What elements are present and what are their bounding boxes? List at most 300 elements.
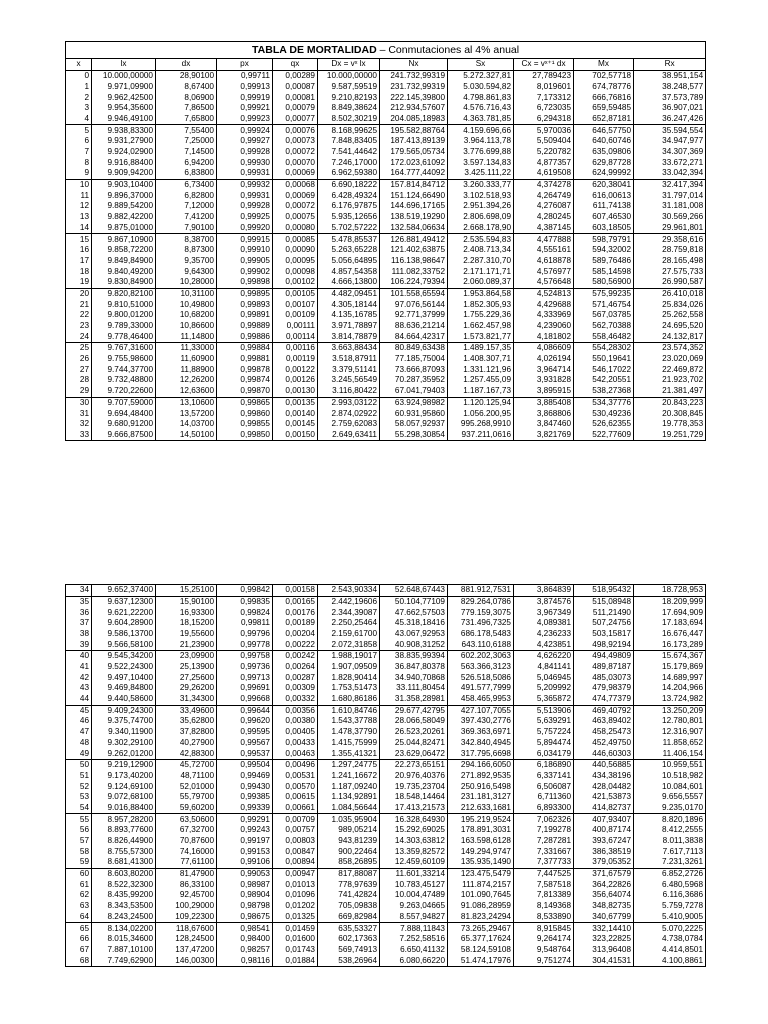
value-cell: 479,98379: [574, 683, 634, 694]
value-cell: 2.171.171,71: [448, 266, 514, 277]
value-cell: 28.165,498: [634, 256, 706, 267]
value-cell: 4,576977: [514, 266, 574, 277]
value-cell: 4.798.861,83: [448, 92, 514, 103]
value-cell: 9.903,10400: [92, 179, 156, 190]
value-cell: 36.247,426: [634, 114, 706, 125]
value-cell: 63,50600: [156, 814, 217, 825]
table-row: [66, 114, 706, 125]
value-cell: 6,83800: [156, 168, 217, 179]
value-cell: 23,09900: [156, 651, 217, 662]
value-cell: 0,00264: [273, 662, 318, 673]
value-cell: 8.849,38624: [318, 103, 380, 114]
value-cell: 674,78776: [574, 82, 634, 93]
value-cell: 515,08948: [574, 596, 634, 607]
value-cell: 881.912,7531: [448, 585, 514, 597]
value-cell: 995.268,9910: [448, 419, 514, 430]
value-cell: 458.465,9953: [448, 694, 514, 705]
value-cell: 0,99910: [217, 245, 273, 256]
value-cell: 91.086,28959: [448, 901, 514, 912]
value-cell: 594,32002: [574, 245, 634, 256]
value-cell: 0,00287: [273, 673, 318, 684]
table-row: [66, 738, 706, 749]
value-cell: 10,49800: [156, 299, 217, 310]
value-cell: 8.015,34600: [92, 934, 156, 945]
value-cell: 0,01459: [273, 923, 318, 934]
value-cell: 15.674,367: [634, 651, 706, 662]
value-cell: 151.124,66490: [380, 191, 448, 202]
value-cell: 666,76816: [574, 92, 634, 103]
table-row: [66, 727, 706, 738]
value-cell: 0,99860: [217, 408, 273, 419]
value-cell: 0,99902: [217, 266, 273, 277]
value-cell: 14,50100: [156, 430, 217, 441]
value-cell: 9.840,49200: [92, 266, 156, 277]
value-cell: 407,93407: [574, 814, 634, 825]
value-cell: 4,086609: [514, 343, 574, 354]
value-cell: 369.363,6971: [448, 727, 514, 738]
value-cell: 34.940,70868: [380, 673, 448, 684]
value-cell: 0,99711: [217, 71, 273, 82]
column-header: dx: [156, 59, 217, 71]
value-cell: 45.318,18416: [380, 618, 448, 629]
value-cell: 4,276087: [514, 201, 574, 212]
age-cell: 21: [66, 299, 92, 310]
age-cell: 63: [66, 901, 92, 912]
value-cell: 0,99668: [217, 694, 273, 705]
value-cell: 534,37776: [574, 397, 634, 408]
value-cell: 364,22826: [574, 880, 634, 891]
value-cell: 602.202,3063: [448, 651, 514, 662]
table-row: [66, 212, 706, 223]
value-cell: 10.000,00000: [92, 71, 156, 82]
value-cell: 22.469,872: [634, 365, 706, 376]
value-cell: 9.732,48800: [92, 375, 156, 386]
value-cell: 0,00204: [273, 629, 318, 640]
value-cell: 0,99430: [217, 781, 273, 792]
value-cell: 9.820,82100: [92, 288, 156, 299]
value-cell: 8,149368: [514, 901, 574, 912]
value-cell: 5,220782: [514, 147, 574, 158]
value-cell: 18,15200: [156, 618, 217, 629]
value-cell: 35.594,554: [634, 125, 706, 136]
table-row: [66, 868, 706, 879]
value-cell: 3,821769: [514, 430, 574, 441]
value-cell: 118,67600: [156, 923, 217, 934]
value-cell: 164.777,44092: [380, 168, 448, 179]
value-cell: 386,38519: [574, 847, 634, 858]
column-header: Cx = vˣ⁺¹ dx: [514, 59, 574, 71]
column-header: x: [66, 59, 92, 71]
column-header: Nx: [380, 59, 448, 71]
table-row: [66, 857, 706, 868]
value-cell: 8,38700: [156, 234, 217, 245]
value-cell: 1.297,24775: [318, 760, 380, 771]
value-cell: 0,99898: [217, 277, 273, 288]
value-cell: 580,56900: [574, 277, 634, 288]
value-cell: 34.307,369: [634, 147, 706, 158]
value-cell: 2.060.089,37: [448, 277, 514, 288]
value-cell: 0,01202: [273, 901, 318, 912]
table-row: [66, 673, 706, 684]
value-cell: 0,00075: [273, 212, 318, 223]
table-row: [66, 825, 706, 836]
value-cell: 60.931,95860: [380, 408, 448, 419]
value-cell: 5.056,64895: [318, 256, 380, 267]
value-cell: 0,99850: [217, 430, 273, 441]
age-cell: 12: [66, 201, 92, 212]
value-cell: 0,99931: [217, 191, 273, 202]
value-cell: 58.057,92937: [380, 419, 448, 430]
value-cell: 9.875,01000: [92, 223, 156, 234]
value-cell: 137,47200: [156, 945, 217, 956]
value-cell: 15.179,869: [634, 662, 706, 673]
value-cell: 70,87600: [156, 836, 217, 847]
value-cell: 74,16000: [156, 847, 217, 858]
value-cell: 4,877357: [514, 158, 574, 169]
value-cell: 15.292,69025: [380, 825, 448, 836]
value-cell: 0,00114: [273, 332, 318, 343]
value-cell: 6.962,59380: [318, 168, 380, 179]
value-cell: 10.518,982: [634, 771, 706, 782]
value-cell: 4,619508: [514, 168, 574, 179]
value-cell: 146,00300: [156, 955, 217, 966]
age-cell: 60: [66, 868, 92, 879]
table-row: [66, 277, 706, 288]
value-cell: 0,00847: [273, 847, 318, 858]
table-row: [66, 147, 706, 158]
table-body-part-2: [66, 585, 706, 967]
value-cell: 187.413,89139: [380, 136, 448, 147]
value-cell: 0,99927: [217, 136, 273, 147]
value-cell: 2.993,03122: [318, 397, 380, 408]
age-cell: 57: [66, 836, 92, 847]
value-cell: 9.931,27900: [92, 136, 156, 147]
value-cell: 463,89402: [574, 716, 634, 727]
value-cell: 10.084,601: [634, 781, 706, 792]
value-cell: 0,00073: [273, 136, 318, 147]
value-cell: 2.442,19606: [318, 596, 380, 607]
value-cell: 2.806.698,09: [448, 212, 514, 223]
value-cell: 0,00102: [273, 277, 318, 288]
value-cell: 4,477888: [514, 234, 574, 245]
value-cell: 452,49750: [574, 738, 634, 749]
table-row: [66, 299, 706, 310]
value-cell: 88.636,21214: [380, 321, 448, 332]
value-cell: 9.694,48400: [92, 408, 156, 419]
value-cell: 2.874,02922: [318, 408, 380, 419]
value-cell: 0,99924: [217, 125, 273, 136]
value-cell: 3,964714: [514, 365, 574, 376]
age-cell: 25: [66, 343, 92, 354]
value-cell: 92,45700: [156, 890, 217, 901]
value-cell: 9.219,12900: [92, 760, 156, 771]
value-cell: 9.849,84900: [92, 256, 156, 267]
value-cell: 0,00165: [273, 596, 318, 607]
value-cell: 400,87174: [574, 825, 634, 836]
value-cell: 629,87728: [574, 158, 634, 169]
value-cell: 222.145,39800: [380, 92, 448, 103]
value-cell: 0,99842: [217, 585, 273, 597]
value-cell: 8.343,53500: [92, 901, 156, 912]
value-cell: 640,60746: [574, 136, 634, 147]
value-cell: 4.576.716,43: [448, 103, 514, 114]
value-cell: 13.250,209: [634, 705, 706, 716]
value-cell: 1.753,51473: [318, 683, 380, 694]
value-cell: 0,00531: [273, 771, 318, 782]
value-cell: 3,847460: [514, 419, 574, 430]
value-cell: 3.245,56549: [318, 375, 380, 386]
age-cell: 20: [66, 288, 92, 299]
value-cell: 40,27900: [156, 738, 217, 749]
value-cell: 9.896,37000: [92, 191, 156, 202]
value-cell: 9.666,87500: [92, 430, 156, 441]
value-cell: 25.834,026: [634, 299, 706, 310]
age-cell: 0: [66, 71, 92, 82]
value-cell: 5.263,65228: [318, 245, 380, 256]
value-cell: 0,00189: [273, 618, 318, 629]
value-cell: 11,88900: [156, 365, 217, 376]
value-cell: 5,365872: [514, 694, 574, 705]
value-cell: 24.695,520: [634, 321, 706, 332]
value-cell: 5.070,2225: [634, 923, 706, 934]
value-cell: 0,99921: [217, 103, 273, 114]
table-row: [66, 375, 706, 386]
value-cell: 84.664,42317: [380, 332, 448, 343]
value-cell: 2.951.394,26: [448, 201, 514, 212]
table-row: [66, 596, 706, 607]
age-cell: 32: [66, 419, 92, 430]
value-cell: 2.535.594,83: [448, 234, 514, 245]
value-cell: 3.814,78879: [318, 332, 380, 343]
value-cell: 55,79700: [156, 792, 217, 803]
value-cell: 9.604,28900: [92, 618, 156, 629]
column-header: px: [217, 59, 273, 71]
table-row: [66, 705, 706, 716]
value-cell: 428,04482: [574, 781, 634, 792]
value-cell: 0,00176: [273, 607, 318, 618]
value-cell: 0,99567: [217, 738, 273, 749]
value-cell: 163.598,6128: [448, 836, 514, 847]
table-row: [66, 803, 706, 814]
value-cell: 1.331.121,96: [448, 365, 514, 376]
value-cell: 393,67247: [574, 836, 634, 847]
value-cell: 340,67799: [574, 912, 634, 923]
value-cell: 3,864839: [514, 585, 574, 597]
value-cell: 0,99796: [217, 629, 273, 640]
value-cell: 526,62355: [574, 419, 634, 430]
value-cell: 25.262,558: [634, 310, 706, 321]
value-cell: 1.988,19017: [318, 651, 380, 662]
value-cell: 1.187.167,73: [448, 386, 514, 397]
value-cell: 1.035,95904: [318, 814, 380, 825]
value-cell: 0,00380: [273, 716, 318, 727]
value-cell: 522,77609: [574, 430, 634, 441]
age-cell: 44: [66, 694, 92, 705]
value-cell: 620,38041: [574, 179, 634, 190]
value-cell: 0,99881: [217, 354, 273, 365]
value-cell: 20.843,223: [634, 397, 706, 408]
age-cell: 31: [66, 408, 92, 419]
value-cell: 43.067,92953: [380, 629, 448, 640]
table-row: [66, 662, 706, 673]
value-cell: 231.181,3127: [448, 792, 514, 803]
value-cell: 0,00079: [273, 103, 318, 114]
value-cell: 4,429688: [514, 299, 574, 310]
value-cell: 149.294,9747: [448, 847, 514, 858]
age-cell: 23: [66, 321, 92, 332]
table-row: [66, 934, 706, 945]
value-cell: 8.168,99625: [318, 125, 380, 136]
value-cell: 0,99928: [217, 201, 273, 212]
value-cell: 13,57200: [156, 408, 217, 419]
value-cell: 8,915845: [514, 923, 574, 934]
age-cell: 22: [66, 310, 92, 321]
value-cell: 0,00098: [273, 266, 318, 277]
value-cell: 123.475,5479: [448, 868, 514, 879]
value-cell: 9.656,5557: [634, 792, 706, 803]
value-cell: 7.887,10100: [92, 945, 156, 956]
column-header: Dx = vˣ lx: [318, 59, 380, 71]
value-cell: 34.947,977: [634, 136, 706, 147]
value-cell: 0,99469: [217, 771, 273, 782]
table-row: [66, 125, 706, 136]
value-cell: 294.166,6050: [448, 760, 514, 771]
table-row: [66, 847, 706, 858]
value-cell: 2.408.713,34: [448, 245, 514, 256]
age-cell: 56: [66, 825, 92, 836]
value-cell: 6,82800: [156, 191, 217, 202]
value-cell: 14.689,997: [634, 673, 706, 684]
value-cell: 0,00289: [273, 71, 318, 82]
table-title: [66, 42, 706, 59]
value-cell: 0,00109: [273, 310, 318, 321]
value-cell: 0,00095: [273, 256, 318, 267]
value-cell: 9,751274: [514, 955, 574, 966]
value-cell: 9.962,42500: [92, 92, 156, 103]
value-cell: 9.497,10400: [92, 673, 156, 684]
value-cell: 0,99915: [217, 234, 273, 245]
age-cell: 68: [66, 955, 92, 966]
value-cell: 1.489.157,35: [448, 343, 514, 354]
value-cell: 458,25473: [574, 727, 634, 738]
value-cell: 3,895915: [514, 386, 574, 397]
value-cell: 18.209,999: [634, 596, 706, 607]
value-cell: 7,14500: [156, 147, 217, 158]
value-cell: 100,29000: [156, 901, 217, 912]
table-row: [66, 955, 706, 966]
value-cell: 7.888,11843: [380, 923, 448, 934]
value-cell: 313,96408: [574, 945, 634, 956]
table-row: [66, 607, 706, 618]
value-cell: 538,26964: [318, 955, 380, 966]
value-cell: 0,99886: [217, 332, 273, 343]
age-cell: 7: [66, 147, 92, 158]
value-cell: 19.778,353: [634, 419, 706, 430]
value-cell: 1.852.305,93: [448, 299, 514, 310]
value-cell: 9.946,49100: [92, 114, 156, 125]
table-row: [66, 923, 706, 934]
value-cell: 6,94200: [156, 158, 217, 169]
value-cell: 29.961,801: [634, 223, 706, 234]
value-cell: 6,337141: [514, 771, 574, 782]
age-cell: 30: [66, 397, 92, 408]
value-cell: 9.652,37400: [92, 585, 156, 597]
value-cell: 589,76486: [574, 256, 634, 267]
value-cell: 616,00613: [574, 191, 634, 202]
table-row: [66, 694, 706, 705]
age-cell: 15: [66, 234, 92, 245]
column-header: lx: [92, 59, 156, 71]
value-cell: 9.789,33000: [92, 321, 156, 332]
value-cell: 33.042,394: [634, 168, 706, 179]
table-row: [66, 201, 706, 212]
value-cell: 35,62800: [156, 716, 217, 727]
value-cell: 4,089381: [514, 618, 574, 629]
value-cell: 9.302,29100: [92, 738, 156, 749]
value-cell: 1.573.821,77: [448, 332, 514, 343]
value-cell: 0,00130: [273, 386, 318, 397]
value-cell: 111.082,33752: [380, 266, 448, 277]
value-cell: 86,33100: [156, 880, 217, 891]
table-row: [66, 397, 706, 408]
value-cell: 13.724,982: [634, 694, 706, 705]
value-cell: 111.874,2157: [448, 880, 514, 891]
value-cell: 6.480,5968: [634, 880, 706, 891]
value-cell: 4,555161: [514, 245, 574, 256]
value-cell: 0,99874: [217, 375, 273, 386]
value-cell: 7,25000: [156, 136, 217, 147]
value-cell: 5.935,12656: [318, 212, 380, 223]
value-cell: 18.548,14464: [380, 792, 448, 803]
value-cell: 9.938,83300: [92, 125, 156, 136]
value-cell: 1.408.307,71: [448, 354, 514, 365]
table-row: [66, 618, 706, 629]
table-row: [66, 771, 706, 782]
value-cell: 427.107,7055: [448, 705, 514, 716]
value-cell: 542,20551: [574, 375, 634, 386]
table-row: [66, 386, 706, 397]
value-cell: 562,70388: [574, 321, 634, 332]
value-cell: 11,33000: [156, 343, 217, 354]
value-cell: 7,12000: [156, 201, 217, 212]
value-cell: 7,86500: [156, 103, 217, 114]
value-cell: 15,90100: [156, 596, 217, 607]
value-cell: 7,331667: [514, 847, 574, 858]
value-cell: 7,173312: [514, 92, 574, 103]
value-cell: 0,99865: [217, 397, 273, 408]
value-cell: 1.134,92891: [318, 792, 380, 803]
value-cell: 3,868806: [514, 408, 574, 419]
value-cell: 3.971,78897: [318, 321, 380, 332]
value-cell: 0,99691: [217, 683, 273, 694]
value-cell: 635,09806: [574, 147, 634, 158]
value-cell: 9.889,54200: [92, 201, 156, 212]
value-cell: 77.185,75004: [380, 354, 448, 365]
value-cell: 12,63600: [156, 386, 217, 397]
age-cell: 1: [66, 82, 92, 93]
value-cell: 241.732,99319: [380, 71, 448, 82]
value-cell: 0,99620: [217, 716, 273, 727]
table-row: [66, 245, 706, 256]
value-cell: 4,387145: [514, 223, 574, 234]
age-cell: 27: [66, 365, 92, 376]
table-row: [66, 179, 706, 190]
value-cell: 19.251,729: [634, 430, 706, 441]
value-cell: 0,99644: [217, 705, 273, 716]
value-cell: 989,05214: [318, 825, 380, 836]
value-cell: 9.954,35600: [92, 103, 156, 114]
age-cell: 35: [66, 596, 92, 607]
